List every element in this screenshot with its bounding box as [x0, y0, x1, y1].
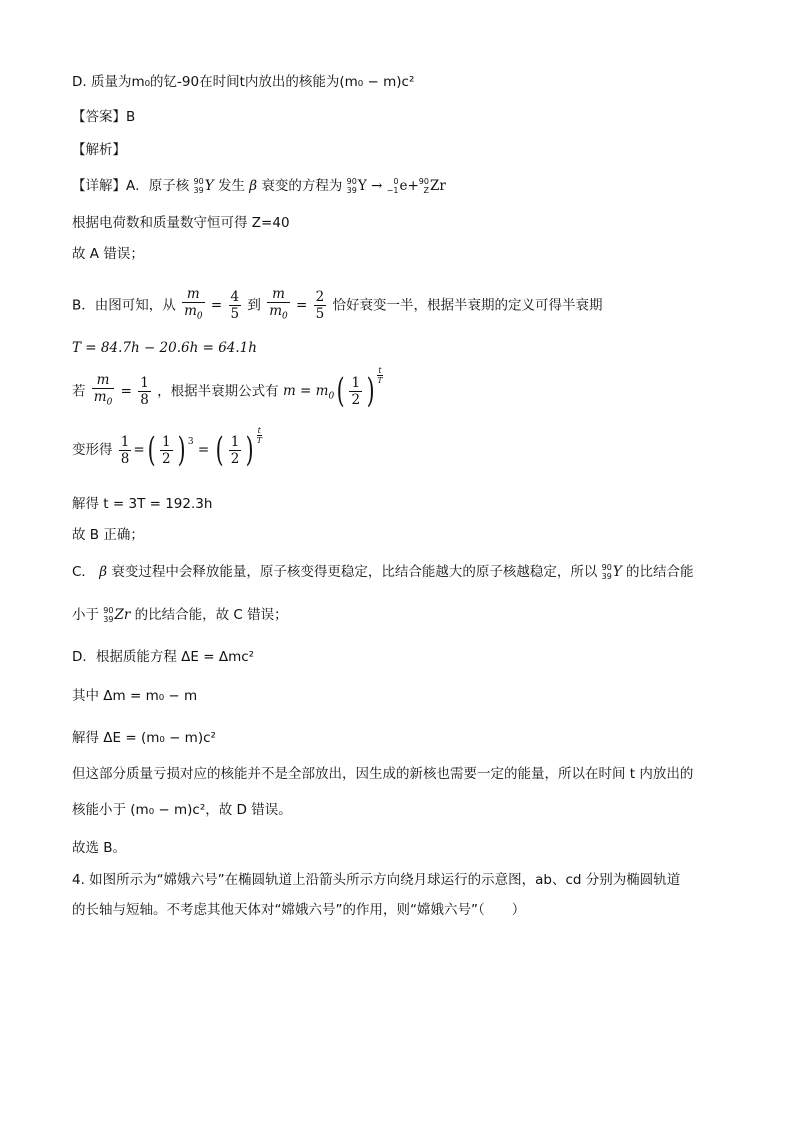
detail-c-text5: 的比结合能，故 C 错误； — [134, 607, 288, 623]
mass-energy-eq: D．根据质能方程 ΔE = Δmc² — [72, 649, 255, 665]
solve-t: 解得 t = 3T = 192.3h — [72, 496, 213, 512]
detail-c-text: C． — [72, 564, 95, 580]
ratio-text: 若 — [72, 383, 86, 400]
a-wrong: 故 A 错误； — [72, 246, 144, 262]
detail-a-text2: 发生 — [217, 178, 245, 194]
detail-c-line2: 小于 90 39 Zr 的比结合能，故 C 错误； — [72, 606, 288, 624]
detail-a-text: 【详解】A．原子核 — [72, 178, 190, 194]
detail-c-text4: 小于 — [72, 607, 99, 623]
d-wrong: 核能小于 (m₀ − m)c²，故 D 错误。 — [72, 802, 292, 818]
detail-b-text2: 到 — [247, 297, 261, 314]
detail-a-text3: 衰变的方程为 — [261, 178, 343, 194]
option-d-text: D. 质量为m₀的钇-90在时间t内放出的核能为(m₀ − m)c² — [72, 74, 415, 90]
transform-text: 变形得 — [72, 442, 113, 458]
detail-b-text3: 恰好衰变一半，根据半衰期的定义可得半衰期 — [332, 297, 603, 314]
delta-m: 其中 Δm = m₀ − m — [72, 688, 198, 704]
delta-e: 解得 ΔE = (m₀ − m)c² — [72, 730, 216, 746]
detail-c-line: C． β 衰变过程中会释放能量，原子核变得更稳定，比结合能越大的原子核越稳定，所以 90 39 Y 的比结合能 — [72, 563, 694, 581]
detail-c-text3: 的比结合能 — [626, 564, 694, 580]
b-correct: 故 B 正确； — [72, 527, 144, 543]
ratio-line: 若 $\frac{m}{m_0}$ = $\frac{1}{8}$ ，根据半衰期公式有 $m = m_0$( $\frac{1}{2}$ ) $\frac{t}{T}$ — [72, 366, 383, 412]
half-life-calc: T = 84.7h − 20.6h = 64.1h — [72, 340, 257, 356]
answer-label: 【答案】B — [72, 109, 136, 125]
charge-conservation: 根据电荷数和质量数守恒可得 Z=40 — [72, 215, 290, 231]
analysis-label: 【解析】 — [72, 142, 126, 158]
choose-b: 故选 B。 — [72, 840, 127, 856]
detail-b-line: B．由图可知，从 $\frac{m}{m_0}$ = $\frac{4}{5}$ 到 $\frac{m}{m_0}$ = $\frac{2}{5}$ 恰好衰变一半，根据半衰期的定义可得半衰期 — [72, 286, 603, 322]
transform-line: 变形得 $\frac{1}{8}$ =( $\frac{1}{2}$ ) $^3$ = ( $\frac{1}{2}$ ) $\frac{t}{T}$ — [72, 426, 262, 470]
detail-c-text2: 衰变过程中会释放能量，原子核变得更稳定，比结合能越大的原子核越稳定，所以 — [111, 564, 598, 580]
detail-a-line: 【详解】A．原子核 90 39 Y 发生 β 衰变的方程为 90 39 Y → 0 −1 e+ 90 Z Zr — [72, 177, 446, 195]
question-4-line2: 的长轴与短轴。不考虑其他天体对“嫦娥六号”的作用，则“嫦娥六号”（ ） — [72, 902, 526, 918]
ratio-text2: ，根据半衰期公式有 — [157, 383, 279, 400]
question-4-line1: 4. 如图所示为“嫦娥六号”在椭圆轨道上沿箭头所示方向绕月球运行的示意图，ab、cd 分别为椭圆轨道 — [72, 872, 681, 888]
explanation-d: 但这部分质量亏损对应的核能并不是全部放出，因生成的新核也需要一定的能量，所以在时间 t 内放出的 — [72, 766, 694, 782]
detail-b-text: B．由图可知，从 — [72, 297, 176, 314]
